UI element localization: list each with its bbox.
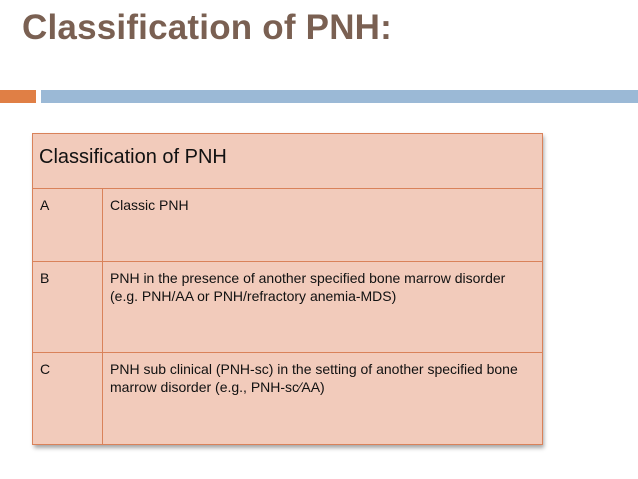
row-description-cell: Classic PNH xyxy=(103,189,543,262)
accent-bar-blue xyxy=(41,90,638,103)
row-description-cell: PNH sub clinical (PNH-sc) in the setting of another specified bone marrow disorder (e.g., PNH-sc∕AA) xyxy=(103,353,543,445)
slide-title: Classification of PNH: xyxy=(22,8,393,47)
row-code-cell: C xyxy=(33,353,103,445)
table-header-cell: Classification of PNH xyxy=(33,134,543,189)
classification-table xyxy=(32,133,542,445)
table-row xyxy=(33,189,543,262)
table-header-row xyxy=(33,134,543,189)
row-code-cell: A xyxy=(33,189,103,262)
row-description-cell: PNH in the presence of another specified bone marrow disorder (e.g. PNH/AA or PNH/refractory anemia-MDS) xyxy=(103,262,543,353)
table-row xyxy=(33,353,543,445)
classification-table-grid xyxy=(32,133,543,445)
table-row xyxy=(33,262,543,353)
accent-bar-orange xyxy=(0,90,36,103)
row-code-cell: B xyxy=(33,262,103,353)
